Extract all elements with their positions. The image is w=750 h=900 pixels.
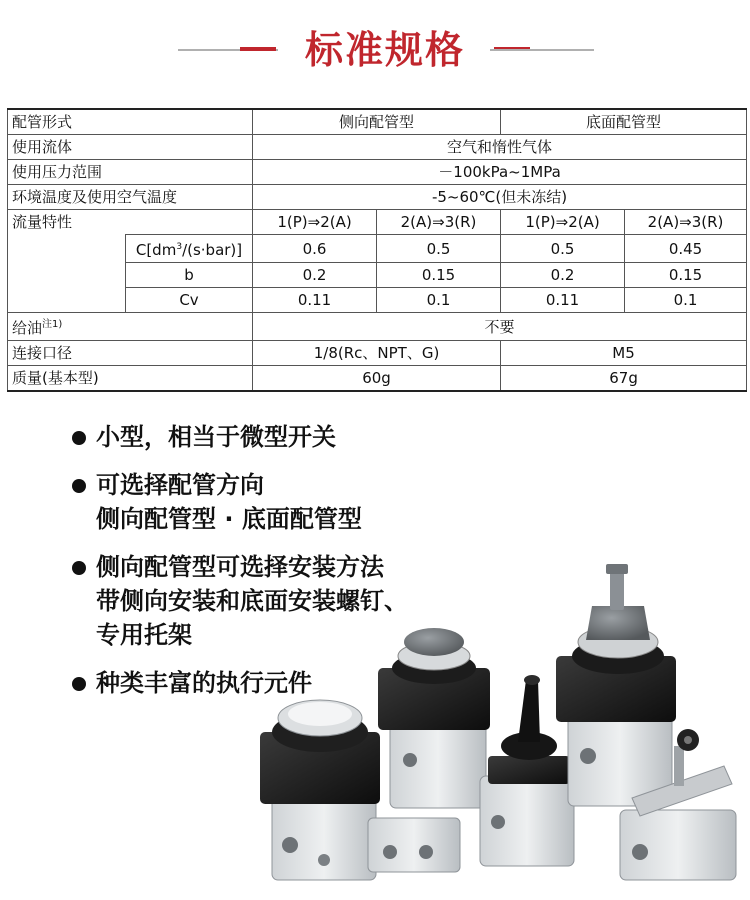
row-label: 流量特性 xyxy=(8,210,253,235)
feature-text: 侧向配管型 · 底面配管型 xyxy=(96,505,362,533)
cell-value: 0.1 xyxy=(625,288,747,313)
product-photo xyxy=(250,560,746,896)
cell-value: 0.11 xyxy=(253,288,377,313)
blank-cell xyxy=(8,288,126,313)
valve-bottom-piping xyxy=(368,818,460,872)
feature-item xyxy=(72,468,408,536)
row-label: 连接口径 xyxy=(8,341,253,366)
valve-pushbutton-grey xyxy=(378,628,490,808)
table-row-flow-ports xyxy=(8,210,747,235)
header-divider-right xyxy=(490,49,594,51)
cell-lubrication: 不要 xyxy=(253,313,747,341)
row-label: 质量(基本型) xyxy=(8,366,253,392)
cell-bottom-port: M5 xyxy=(501,341,747,366)
feature-text: 专用托架 xyxy=(96,621,192,649)
bullet-icon xyxy=(72,561,86,575)
table-row-flow-cv xyxy=(8,288,747,313)
blank-cell xyxy=(8,263,126,288)
row-label: 配管形式 xyxy=(8,109,253,135)
footnote-marker: 注1) xyxy=(42,319,63,330)
cell-value: 0.15 xyxy=(625,263,747,288)
sub-label-cv: Cv xyxy=(126,288,253,313)
sub-label-b: b xyxy=(126,263,253,288)
valve-pushbutton-flat xyxy=(260,700,380,880)
cell-port: 2(A)⇒3(R) xyxy=(377,210,501,235)
table-row-mass xyxy=(8,366,747,392)
cell-value: 0.11 xyxy=(501,288,625,313)
table-row-temperature xyxy=(8,185,747,210)
bullet-icon xyxy=(72,431,86,445)
blank-cell xyxy=(8,235,126,263)
cell-pressure: －100kPa~1MPa xyxy=(253,160,747,185)
bullet-icon xyxy=(72,677,86,691)
table-row-fluid xyxy=(8,135,747,160)
row-label: 环境温度及使用空气温度 xyxy=(8,185,253,210)
feature-text: 种类丰富的执行元件 xyxy=(96,669,312,697)
cell-fluid: 空气和惰性气体 xyxy=(253,135,747,160)
cell-port: 2(A)⇒3(R) xyxy=(625,210,747,235)
cell-value: 0.45 xyxy=(625,235,747,263)
cell-side-mass: 60g xyxy=(253,366,501,392)
table-row-flow-c xyxy=(8,235,747,263)
cell-value: 0.1 xyxy=(377,288,501,313)
table-row-piping xyxy=(8,109,747,135)
cell-side-piping: 侧向配管型 xyxy=(253,109,501,135)
table-row-pressure xyxy=(8,160,747,185)
table-row-flow-b xyxy=(8,263,747,288)
page-title: 标准规格 xyxy=(304,28,465,72)
sub-label-c: $C[dm^3/(s\cdot bar)]$ xyxy=(126,235,253,263)
feature-text: 小型，相当于微型开关 xyxy=(96,423,336,451)
cell-value: 0.6 xyxy=(253,235,377,263)
valve-key-selector xyxy=(556,564,676,806)
table-row-lubrication xyxy=(8,313,747,341)
bullet-icon xyxy=(72,479,86,493)
cell-port: 1(P)⇒2(A) xyxy=(253,210,377,235)
table-row-port-size xyxy=(8,341,747,366)
cell-value: 0.2 xyxy=(253,263,377,288)
cell-value: 0.5 xyxy=(377,235,501,263)
cell-value: 0.2 xyxy=(501,263,625,288)
feature-text: 侧向配管型可选择安装方法 xyxy=(96,553,384,581)
cell-bottom-piping: 底面配管型 xyxy=(501,109,747,135)
header-accent-left xyxy=(240,47,276,51)
feature-text: 带侧向安装和底面安装螺钉、 xyxy=(96,587,408,615)
cell-bottom-mass: 67g xyxy=(501,366,747,392)
row-label: 使用压力范围 xyxy=(8,160,253,185)
cell-value: 0.5 xyxy=(501,235,625,263)
cell-value: 0.15 xyxy=(377,263,501,288)
cell-side-port: 1/8(Rc、NPT、G) xyxy=(253,341,501,366)
section-header xyxy=(0,22,750,78)
row-label: 使用流体 xyxy=(8,135,253,160)
cell-temperature: -5~60℃(但未冻结) xyxy=(253,185,747,210)
row-label: 给油$^{注1)}$ xyxy=(8,313,253,341)
spec-table xyxy=(7,108,747,392)
feature-text: 可选择配管方向 xyxy=(96,471,264,499)
feature-item xyxy=(72,420,408,454)
cell-port: 1(P)⇒2(A) xyxy=(501,210,625,235)
